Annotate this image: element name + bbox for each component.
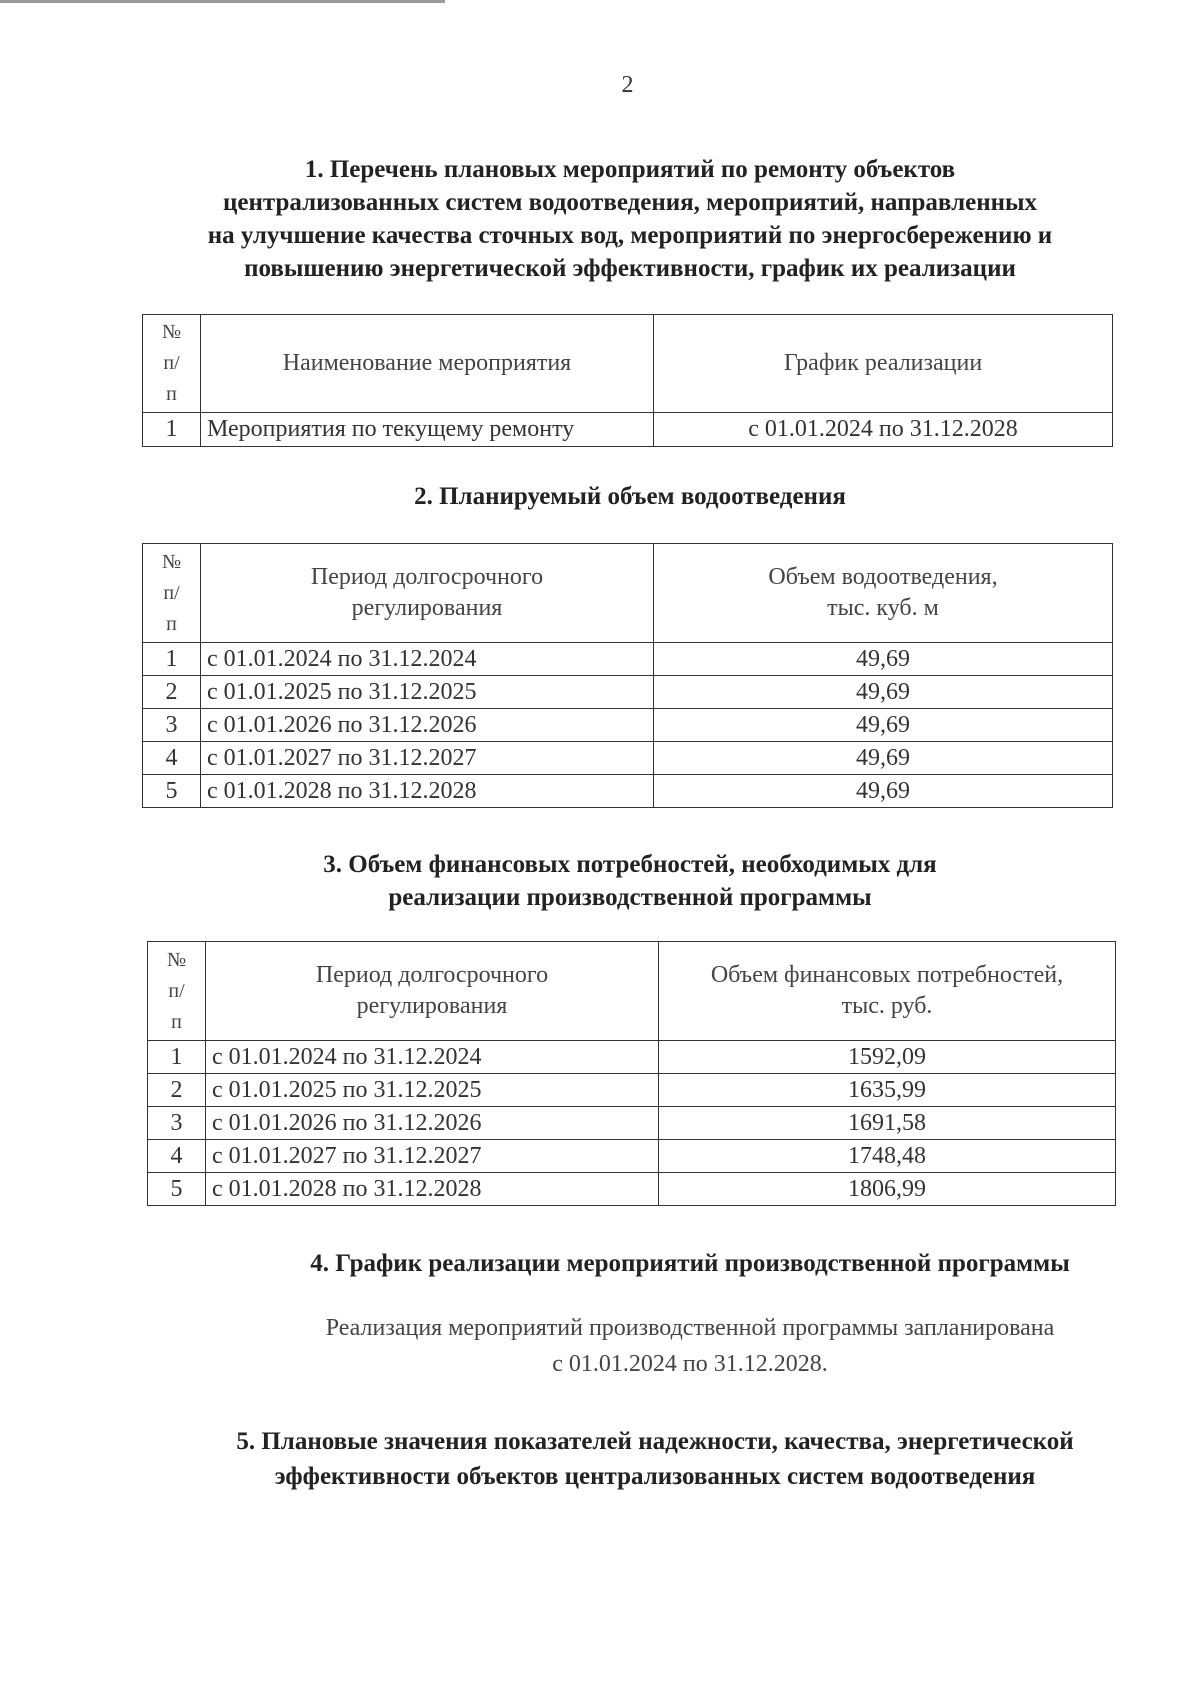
volume-header-line: тыс. куб. м [827, 595, 939, 621]
row-number: 3 [148, 1107, 206, 1140]
finance-cell: 1806,99 [659, 1173, 1116, 1206]
volume-cell: 49,69 [654, 709, 1113, 742]
section1-title [120, 153, 1140, 285]
section1-title-line: на улучшение качества сточных вод, мероприятий по энергосбережению и [207, 222, 1053, 249]
period-header-line: регулирования [356, 993, 508, 1019]
activities-table [142, 314, 1113, 447]
period-cell: с 01.01.2026 по 31.12.2026 [201, 709, 654, 742]
activity-name-header: Наименование мероприятия [201, 315, 654, 413]
table-row [143, 643, 1113, 676]
num-header-line: № [161, 321, 182, 343]
section3-title-line: реализации производственной программы [388, 884, 872, 911]
period-cell: с 01.01.2025 по 31.12.2025 [201, 676, 654, 709]
period-cell: с 01.01.2028 по 31.12.2028 [201, 775, 654, 808]
volume-header-line: Объем водоотведения, [768, 564, 998, 590]
table-row [148, 1074, 1116, 1107]
period-cell: с 01.01.2024 по 31.12.2024 [201, 643, 654, 676]
table-row [143, 775, 1113, 808]
section5-title-line: эффективности объектов централизованных систем водоотведения [274, 1463, 1036, 1490]
period-cell: с 01.01.2027 по 31.12.2027 [201, 742, 654, 775]
schedule-header: График реализации [654, 315, 1113, 413]
finance-header [659, 942, 1116, 1041]
row-number: 4 [143, 742, 201, 775]
num-header-line: п/ [163, 581, 180, 604]
financial-needs-table [147, 941, 1116, 1206]
section3-title-line: 3. Объем финансовых потребностей, необходимых для [323, 851, 937, 878]
table-row [143, 742, 1113, 775]
section3-title [120, 848, 1140, 914]
activity-name: Мероприятия по текущему ремонту [201, 413, 654, 447]
finance-cell: 1635,99 [659, 1074, 1116, 1107]
period-cell: с 01.01.2025 по 31.12.2025 [206, 1074, 659, 1107]
finance-cell: 1748,48 [659, 1140, 1116, 1173]
row-number: 3 [143, 709, 201, 742]
volume-cell: 49,69 [654, 643, 1113, 676]
table-row [143, 413, 1113, 447]
scan-edge-artifact [0, 0, 445, 3]
table-row [143, 709, 1113, 742]
row-number: 5 [148, 1173, 206, 1206]
finance-cell: 1592,09 [659, 1041, 1116, 1074]
row-number: 1 [143, 643, 201, 676]
period-cell: с 01.01.2024 по 31.12.2024 [206, 1041, 659, 1074]
section5-title [150, 1424, 1160, 1494]
num-header-line: № [166, 948, 187, 971]
section4-text-line: с 01.01.2024 по 31.12.2028. [552, 1351, 828, 1377]
activity-schedule: с 01.01.2024 по 31.12.2028 [654, 413, 1113, 447]
num-header-line: п [166, 612, 177, 635]
section1-title-line: 1. Перечень плановых мероприятий по ремонту объектов [304, 156, 956, 183]
period-header-line: регулирования [351, 595, 503, 621]
finance-header-line: тыс. руб. [841, 993, 933, 1019]
period-cell: с 01.01.2026 по 31.12.2026 [206, 1107, 659, 1140]
volume-cell: 49,69 [654, 676, 1113, 709]
section4-text [120, 1310, 1200, 1382]
row-number: 5 [143, 775, 201, 808]
section4-title: 4. График реализации мероприятий производственной программы [310, 1250, 1070, 1277]
table-row [148, 1140, 1116, 1173]
num-header-line: п/ [168, 979, 185, 1002]
num-header-line: п [166, 383, 177, 405]
period-header [206, 942, 659, 1041]
table-row [148, 1173, 1116, 1206]
num-header-line: № [161, 550, 182, 573]
volume-cell: 49,69 [654, 775, 1113, 808]
period-cell: с 01.01.2027 по 31.12.2027 [206, 1140, 659, 1173]
period-header-line: Период долгосрочного [310, 564, 544, 590]
section1-title-line: централизованных систем водоотведения, мероприятий, направленных [222, 189, 1038, 216]
row-number: 2 [148, 1074, 206, 1107]
table-row [148, 1107, 1116, 1140]
table-header-row [148, 942, 1116, 1041]
period-header-line: Период долгосрочного [315, 962, 549, 988]
wastewater-volume-table [142, 543, 1113, 808]
period-cell: с 01.01.2028 по 31.12.2028 [206, 1173, 659, 1206]
table-header-row [143, 315, 1113, 413]
table-row [148, 1041, 1116, 1074]
num-column-header [143, 315, 201, 413]
num-header-line: п/ [163, 352, 180, 374]
row-number: 1 [143, 413, 201, 447]
table-header-row [143, 544, 1113, 643]
finance-cell: 1691,58 [659, 1107, 1116, 1140]
volume-header [654, 544, 1113, 643]
section2-title: 2. Планируемый объем водоотведения [414, 483, 846, 510]
row-number: 1 [148, 1041, 206, 1074]
period-header [201, 544, 654, 643]
num-header-line: п [171, 1010, 182, 1033]
page-number: 2 [621, 72, 634, 98]
table-row [143, 676, 1113, 709]
volume-cell: 49,69 [654, 742, 1113, 775]
section1-title-line: повышению энергетической эффективности, график их реализации [244, 255, 1016, 282]
num-column-header [148, 942, 206, 1041]
num-column-header [143, 544, 201, 643]
section5-title-line: 5. Плановые значения показателей надежности, качества, энергетической [236, 1428, 1074, 1455]
row-number: 4 [148, 1140, 206, 1173]
section4-text-line: Реализация мероприятий производственной программы запланирована [325, 1315, 1055, 1341]
row-number: 2 [143, 676, 201, 709]
finance-header-line: Объем финансовых потребностей, [710, 962, 1064, 988]
